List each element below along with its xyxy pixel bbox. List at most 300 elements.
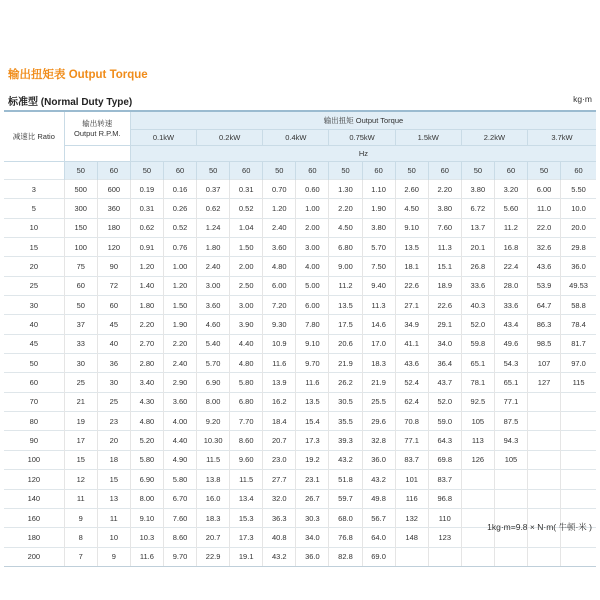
torque-cell: 4.80	[230, 354, 263, 373]
torque-cell: 13.5	[395, 238, 428, 257]
torque-cell: 43.7	[428, 373, 461, 392]
torque-cell: 26.7	[296, 489, 329, 508]
torque-cell: 13.9	[263, 373, 296, 392]
table-row	[4, 238, 596, 257]
torque-cell: 105	[461, 412, 494, 431]
table-row	[4, 450, 596, 469]
table-subtitle: 标准型 (Normal Duty Type)	[8, 97, 133, 108]
torque-cell: 7.60	[163, 508, 196, 527]
torque-cell: 26.2	[329, 373, 362, 392]
rpm-cell: 37	[64, 315, 97, 334]
torque-cell: 25.5	[362, 392, 395, 411]
torque-cell: 20.7	[197, 528, 230, 547]
rpm-cell: 9	[97, 547, 130, 566]
rpm-cell: 25	[64, 373, 97, 392]
torque-cell: 0.19	[130, 180, 163, 199]
torque-cell: 2.40	[197, 257, 230, 276]
torque-cell: 1.40	[130, 276, 163, 295]
torque-cell	[494, 547, 527, 566]
rpm-cell: 23	[97, 412, 130, 431]
torque-cell: 20.6	[329, 334, 362, 353]
ratio-cell: 100	[4, 450, 64, 469]
torque-cell: 65.1	[494, 373, 527, 392]
torque-cell: 6.70	[163, 489, 196, 508]
rpm-cell: 33	[64, 334, 97, 353]
torque-cell	[494, 489, 527, 508]
torque-cell: 11.2	[494, 218, 527, 237]
torque-cell: 4.50	[329, 218, 362, 237]
torque-cell	[561, 392, 596, 411]
torque-cell: 4.00	[296, 257, 329, 276]
torque-cell: 27.7	[263, 470, 296, 489]
torque-cell: 0.37	[197, 180, 230, 199]
torque-cell: 0.60	[296, 180, 329, 199]
torque-cell: 9.10	[130, 508, 163, 527]
torque-cell: 10.0	[561, 199, 596, 218]
table-row	[4, 412, 596, 431]
rpm-cell: 7	[64, 547, 97, 566]
torque-cell: 81.7	[561, 334, 596, 353]
torque-cell: 43.6	[528, 257, 561, 276]
unit-label: kg·m	[573, 94, 592, 104]
torque-cell: 2.00	[230, 257, 263, 276]
ratio-cell: 10	[4, 218, 64, 237]
hz-value-header: 60	[230, 162, 263, 180]
torque-cell: 49.53	[561, 276, 596, 295]
torque-cell: 4.00	[163, 412, 196, 431]
torque-cell: 9.40	[362, 276, 395, 295]
torque-cell: 5.70	[362, 238, 395, 257]
rpm-cell: 19	[64, 412, 97, 431]
torque-cell: 3.40	[130, 373, 163, 392]
table-row	[4, 296, 596, 315]
torque-cell: 0.62	[197, 199, 230, 218]
torque-cell: 4.80	[130, 412, 163, 431]
torque-cell: 96.8	[428, 489, 461, 508]
torque-cell: 18.1	[395, 257, 428, 276]
torque-cell: 21.9	[362, 373, 395, 392]
torque-cell: 0.76	[163, 238, 196, 257]
torque-cell: 2.80	[130, 354, 163, 373]
torque-cell: 123	[428, 528, 461, 547]
torque-cell: 29.8	[561, 238, 596, 257]
torque-cell: 5.80	[130, 450, 163, 469]
torque-cell: 34.9	[395, 315, 428, 334]
hz-value-header: 50	[263, 162, 296, 180]
page-title: 输出扭矩表 Output Torque	[8, 69, 148, 81]
torque-cell: 1.20	[263, 199, 296, 218]
table-row	[4, 547, 596, 566]
torque-cell: 39.3	[329, 431, 362, 450]
ratio-cell: 80	[4, 412, 64, 431]
power-header: 0.2kW	[197, 130, 263, 146]
torque-cell	[528, 450, 561, 469]
torque-cell: 2.20	[163, 334, 196, 353]
torque-cell: 5.20	[130, 431, 163, 450]
torque-cell: 6.90	[197, 373, 230, 392]
ratio-cell: 160	[4, 508, 64, 527]
torque-cell: 35.5	[329, 412, 362, 431]
ratio-cell: 25	[4, 276, 64, 295]
torque-cell: 2.20	[428, 180, 461, 199]
rpm-cell: 21	[64, 392, 97, 411]
torque-cell	[528, 547, 561, 566]
torque-cell: 18.4	[263, 412, 296, 431]
torque-cell: 59.7	[329, 489, 362, 508]
torque-cell: 77.1	[395, 431, 428, 450]
torque-cell: 20.0	[561, 218, 596, 237]
torque-cell: 3.00	[197, 276, 230, 295]
torque-cell: 127	[528, 373, 561, 392]
torque-cell	[561, 489, 596, 508]
torque-cell: 7.80	[296, 315, 329, 334]
torque-cell: 34.0	[296, 528, 329, 547]
hz-value-header: 50	[395, 162, 428, 180]
rpm-cell: 15	[97, 470, 130, 489]
torque-cell: 8.00	[197, 392, 230, 411]
torque-cell: 33.6	[461, 276, 494, 295]
torque-cell: 27.1	[395, 296, 428, 315]
rpm-cell: 18	[97, 450, 130, 469]
torque-cell: 36.4	[428, 354, 461, 373]
torque-cell: 5.00	[296, 276, 329, 295]
torque-cell: 6.80	[230, 392, 263, 411]
torque-cell: 148	[395, 528, 428, 547]
torque-cell: 33.6	[494, 296, 527, 315]
torque-cell: 82.8	[329, 547, 362, 566]
torque-cell: 52.0	[428, 392, 461, 411]
torque-cell: 19.1	[230, 547, 263, 566]
torque-cell: 86.3	[528, 315, 561, 334]
table-row	[4, 354, 596, 373]
torque-cell: 3.00	[296, 238, 329, 257]
torque-cell: 11.3	[428, 238, 461, 257]
ratio-cell: 70	[4, 392, 64, 411]
ratio-cell: 120	[4, 470, 64, 489]
table-row	[4, 180, 596, 199]
torque-cell: 20.1	[461, 238, 494, 257]
torque-cell	[561, 412, 596, 431]
torque-cell: 11.6	[130, 547, 163, 566]
torque-cell: 30.3	[296, 508, 329, 527]
rpm-cell: 11	[97, 508, 130, 527]
rpm-cell: 40	[97, 334, 130, 353]
torque-cell: 4.50	[395, 199, 428, 218]
torque-cell: 4.80	[263, 257, 296, 276]
rpm-cell: 90	[97, 257, 130, 276]
torque-cell: 21.9	[329, 354, 362, 373]
torque-cell: 36.0	[296, 547, 329, 566]
torque-cell: 11.0	[528, 199, 561, 218]
torque-cell: 26.8	[461, 257, 494, 276]
torque-cell: 107	[528, 354, 561, 373]
torque-cell: 8.60	[230, 431, 263, 450]
torque-cell: 132	[395, 508, 428, 527]
torque-cell: 13.7	[461, 218, 494, 237]
ratio-cell: 5	[4, 199, 64, 218]
torque-cell: 4.90	[163, 450, 196, 469]
torque-cell: 9.60	[230, 450, 263, 469]
torque-cell: 36.0	[362, 450, 395, 469]
rpm-cell: 50	[64, 296, 97, 315]
torque-cell: 1.00	[163, 257, 196, 276]
torque-cell: 28.0	[494, 276, 527, 295]
rpm-cell: 120	[97, 238, 130, 257]
torque-cell: 4.30	[130, 392, 163, 411]
torque-cell	[561, 450, 596, 469]
table-row	[4, 257, 596, 276]
torque-cell: 2.20	[329, 199, 362, 218]
torque-cell: 97.0	[561, 354, 596, 373]
torque-cell: 0.52	[230, 199, 263, 218]
torque-cell: 115	[561, 373, 596, 392]
rpm-header-en: Output R.P.M.	[74, 128, 121, 138]
torque-cell: 56.7	[362, 508, 395, 527]
rpm-cell: 30	[97, 373, 130, 392]
torque-cell: 77.1	[494, 392, 527, 411]
torque-cell: 11.5	[197, 450, 230, 469]
torque-cell: 18.9	[428, 276, 461, 295]
torque-cell: 17.0	[362, 334, 395, 353]
torque-cell: 4.40	[230, 334, 263, 353]
torque-cell: 5.40	[197, 334, 230, 353]
hz-value-header: 60	[362, 162, 395, 180]
torque-cell	[561, 431, 596, 450]
torque-cell: 1.20	[130, 257, 163, 276]
table-row	[4, 431, 596, 450]
torque-cell: 30.5	[329, 392, 362, 411]
torque-cell: 10.9	[263, 334, 296, 353]
ratio-cell: 90	[4, 431, 64, 450]
torque-cell: 64.3	[428, 431, 461, 450]
torque-cell	[528, 392, 561, 411]
torque-cell: 13.5	[296, 392, 329, 411]
torque-cell: 1.50	[163, 296, 196, 315]
rpm-sub-blank	[64, 146, 130, 162]
torque-cell: 19.2	[296, 450, 329, 469]
hz-value-header: 60	[561, 162, 596, 180]
torque-cell: 6.00	[296, 296, 329, 315]
torque-header: 输出扭矩 Output Torque	[130, 111, 596, 130]
torque-cell: 2.00	[296, 218, 329, 237]
torque-cell: 8.00	[130, 489, 163, 508]
rpm-cell: 20	[97, 431, 130, 450]
torque-cell: 11.3	[362, 296, 395, 315]
table-row	[4, 334, 596, 353]
torque-cell: 11.5	[230, 470, 263, 489]
torque-cell: 15.4	[296, 412, 329, 431]
torque-cell: 22.4	[494, 257, 527, 276]
ratio-cell: 60	[4, 373, 64, 392]
torque-cell: 69.0	[362, 547, 395, 566]
torque-cell: 2.90	[163, 373, 196, 392]
rpm-cell: 60	[64, 276, 97, 295]
rpm-cell: 500	[64, 180, 97, 199]
hz-value-header: 50	[329, 162, 362, 180]
rpm-cell: 13	[97, 489, 130, 508]
torque-cell: 2.20	[130, 315, 163, 334]
torque-cell: 22.6	[395, 276, 428, 295]
power-header: 0.75kW	[329, 130, 395, 146]
torque-cell	[395, 547, 428, 566]
torque-cell: 3.60	[263, 238, 296, 257]
torque-cell: 22.6	[428, 296, 461, 315]
torque-cell: 2.50	[230, 276, 263, 295]
torque-cell	[561, 547, 596, 566]
torque-cell: 87.5	[494, 412, 527, 431]
hz-value-header: 60	[494, 162, 527, 180]
torque-cell: 52.4	[395, 373, 428, 392]
power-header: 0.4kW	[263, 130, 329, 146]
torque-cell: 7.60	[428, 218, 461, 237]
torque-cell: 14.6	[362, 315, 395, 334]
rpm-cell: 25	[97, 392, 130, 411]
hz-value-header: 50	[528, 162, 561, 180]
torque-cell: 110	[428, 508, 461, 527]
torque-cell: 11.6	[296, 373, 329, 392]
table-row	[4, 373, 596, 392]
torque-cell: 17.3	[296, 431, 329, 450]
ratio-cell: 50	[4, 354, 64, 373]
torque-cell: 40.3	[461, 296, 494, 315]
torque-cell: 7.20	[263, 296, 296, 315]
torque-cell: 17.5	[329, 315, 362, 334]
hz-value-header: 50	[461, 162, 494, 180]
torque-cell: 2.40	[163, 354, 196, 373]
torque-cell: 32.0	[263, 489, 296, 508]
power-header: 3.7kW	[528, 130, 597, 146]
rpm-cell: 100	[64, 238, 97, 257]
torque-cell: 32.8	[362, 431, 395, 450]
torque-cell: 3.80	[461, 180, 494, 199]
rpm-cell: 45	[97, 315, 130, 334]
torque-cell	[494, 470, 527, 489]
torque-cell: 43.4	[494, 315, 527, 334]
torque-cell	[428, 547, 461, 566]
torque-cell: 0.26	[163, 199, 196, 218]
torque-cell: 69.8	[428, 450, 461, 469]
torque-cell: 1.20	[163, 276, 196, 295]
torque-cell	[561, 470, 596, 489]
hz-value-header: 60	[296, 162, 329, 180]
torque-cell: 51.8	[329, 470, 362, 489]
torque-cell: 1.80	[130, 296, 163, 315]
rpm-cell: 12	[64, 470, 97, 489]
torque-cell: 3.80	[362, 218, 395, 237]
rpm-cell: 180	[97, 218, 130, 237]
ratio-cell: 200	[4, 547, 64, 566]
torque-cell: 5.70	[197, 354, 230, 373]
hz-value-header: 50	[64, 162, 97, 180]
torque-cell: 1.24	[197, 218, 230, 237]
torque-cell: 52.0	[461, 315, 494, 334]
torque-cell: 1.00	[296, 199, 329, 218]
torque-cell: 23.0	[263, 450, 296, 469]
torque-cell: 6.00	[528, 180, 561, 199]
hz-header: Hz	[130, 146, 596, 162]
torque-cell: 3.80	[428, 199, 461, 218]
torque-cell: 1.04	[230, 218, 263, 237]
torque-cell: 0.62	[130, 218, 163, 237]
rpm-cell: 72	[97, 276, 130, 295]
torque-cell: 41.1	[395, 334, 428, 353]
torque-cell: 0.31	[230, 180, 263, 199]
torque-cell	[528, 489, 561, 508]
rpm-cell: 300	[64, 199, 97, 218]
torque-cell: 16.8	[494, 238, 527, 257]
ratio-header: 减速比 Ratio	[4, 111, 64, 162]
torque-cell: 116	[395, 489, 428, 508]
torque-cell: 2.70	[130, 334, 163, 353]
ratio-cell: 40	[4, 315, 64, 334]
torque-cell: 6.72	[461, 199, 494, 218]
torque-cell: 53.9	[528, 276, 561, 295]
torque-cell	[528, 412, 561, 431]
torque-cell: 3.60	[197, 296, 230, 315]
torque-cell: 22.0	[528, 218, 561, 237]
unit-conversion-note: 1kg·m=9.8 × N·m( 牛顿·米 )	[487, 522, 592, 532]
torque-cell: 78.4	[561, 315, 596, 334]
torque-cell: 0.16	[163, 180, 196, 199]
torque-cell: 16.2	[263, 392, 296, 411]
torque-cell: 58.8	[561, 296, 596, 315]
torque-cell: 0.70	[263, 180, 296, 199]
torque-cell: 0.91	[130, 238, 163, 257]
hz-value-header: 50	[197, 162, 230, 180]
power-header: 0.1kW	[130, 130, 196, 146]
rpm-cell: 150	[64, 218, 97, 237]
torque-cell: 10.3	[130, 528, 163, 547]
torque-cell: 4.60	[197, 315, 230, 334]
torque-cell: 18.3	[362, 354, 395, 373]
torque-cell: 9.10	[395, 218, 428, 237]
ratio-cell: 20	[4, 257, 64, 276]
torque-cell: 16.0	[197, 489, 230, 508]
rpm-cell: 75	[64, 257, 97, 276]
hz-value-header: 60	[428, 162, 461, 180]
torque-cell: 6.80	[329, 238, 362, 257]
torque-cell: 6.90	[130, 470, 163, 489]
torque-cell: 5.80	[230, 373, 263, 392]
torque-cell: 1.50	[230, 238, 263, 257]
table-row	[4, 199, 596, 218]
torque-cell: 113	[461, 431, 494, 450]
torque-cell: 3.60	[163, 392, 196, 411]
rpm-cell: 8	[64, 528, 97, 547]
torque-cell: 65.1	[461, 354, 494, 373]
torque-cell: 2.40	[263, 218, 296, 237]
torque-cell: 49.8	[362, 489, 395, 508]
torque-cell: 59.8	[461, 334, 494, 353]
torque-cell: 9.70	[296, 354, 329, 373]
torque-cell: 29.6	[362, 412, 395, 431]
power-header: 2.2kW	[461, 130, 527, 146]
rpm-cell: 600	[97, 180, 130, 199]
torque-cell: 1.10	[362, 180, 395, 199]
torque-cell: 5.60	[494, 199, 527, 218]
ratio-cell: 30	[4, 296, 64, 315]
ratio-cell: 140	[4, 489, 64, 508]
torque-cell: 15.1	[428, 257, 461, 276]
torque-cell: 1.80	[197, 238, 230, 257]
torque-cell: 32.6	[528, 238, 561, 257]
torque-cell: 29.1	[428, 315, 461, 334]
torque-cell: 36.0	[561, 257, 596, 276]
rpm-cell: 36	[97, 354, 130, 373]
torque-cell: 5.80	[163, 470, 196, 489]
torque-cell: 3.00	[230, 296, 263, 315]
hz-value-header: 60	[163, 162, 196, 180]
